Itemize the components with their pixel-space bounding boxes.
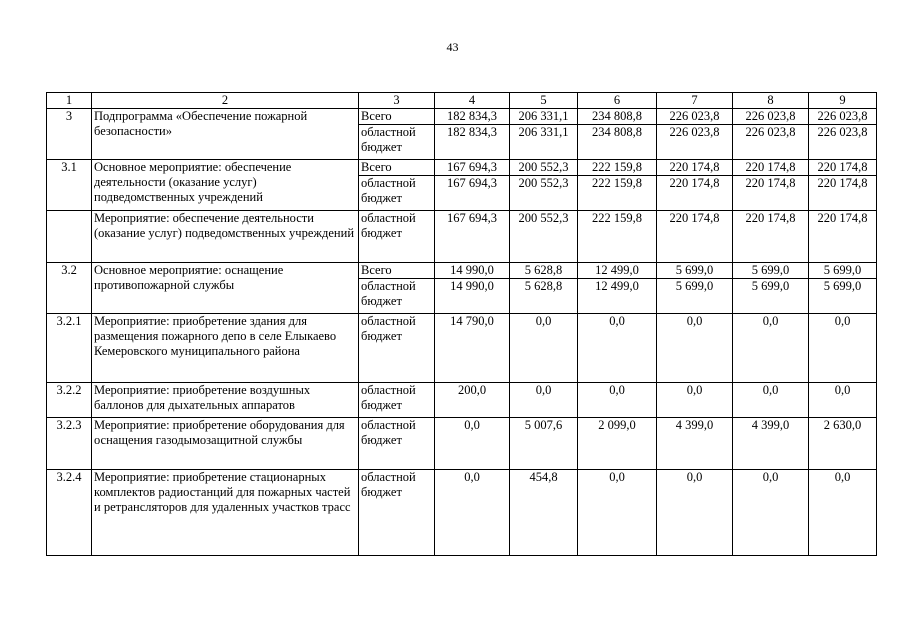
page-number: 43: [446, 40, 459, 54]
year-amount: 2 099,0: [578, 418, 657, 470]
year-amount: 0,0: [657, 383, 733, 418]
year-amount: 14 990,0: [435, 263, 510, 279]
year-amount: 220 174,8: [733, 211, 809, 263]
column-header: 4: [435, 93, 510, 109]
year-amount: 4 399,0: [657, 418, 733, 470]
year-amount: 0,0: [809, 314, 877, 383]
year-amount: 0,0: [657, 470, 733, 556]
year-amount: 0,0: [510, 383, 578, 418]
column-header: 3: [359, 93, 435, 109]
year-amount: 222 159,8: [578, 160, 657, 176]
year-amount: 5 007,6: [510, 418, 578, 470]
year-amount: 220 174,8: [809, 211, 877, 263]
year-amount: 2 630,0: [809, 418, 877, 470]
row-number: 3.2.3: [47, 418, 92, 470]
funding-source: Всего: [359, 109, 435, 125]
year-amount: 226 023,8: [809, 109, 877, 125]
column-header: 5: [510, 93, 578, 109]
year-amount: 226 023,8: [733, 125, 809, 160]
row-number: 3.2.1: [47, 314, 92, 383]
year-amount: 220 174,8: [657, 211, 733, 263]
year-amount: 0,0: [809, 383, 877, 418]
funding-source: областной бюджет: [359, 418, 435, 470]
year-amount: 220 174,8: [809, 176, 877, 211]
year-amount: 220 174,8: [733, 160, 809, 176]
year-amount: 5 699,0: [657, 263, 733, 279]
year-amount: 0,0: [578, 470, 657, 556]
activity-name: Мероприятие: обеспечение деятельности (оказание услуг) подведомственных учреждений: [92, 211, 359, 263]
year-amount: 226 023,8: [733, 109, 809, 125]
year-amount: 0,0: [510, 314, 578, 383]
budget-table: [46, 92, 877, 556]
year-amount: 0,0: [435, 418, 510, 470]
table-row: [47, 383, 877, 418]
year-amount: 4 399,0: [733, 418, 809, 470]
year-amount: 5 628,8: [510, 279, 578, 314]
year-amount: 5 628,8: [510, 263, 578, 279]
funding-source: областной бюджет: [359, 211, 435, 263]
year-amount: 5 699,0: [809, 263, 877, 279]
table-row: [47, 109, 877, 125]
row-number: 3.2: [47, 263, 92, 314]
year-amount: 454,8: [510, 470, 578, 556]
year-amount: 220 174,8: [809, 160, 877, 176]
year-amount: 200 552,3: [510, 160, 578, 176]
header-row: [47, 93, 877, 109]
table-row: [47, 470, 877, 556]
year-amount: 222 159,8: [578, 211, 657, 263]
year-amount: 0,0: [733, 470, 809, 556]
year-amount: 220 174,8: [657, 160, 733, 176]
table-row: [47, 263, 877, 279]
table-body: [47, 109, 877, 556]
year-amount: 0,0: [733, 314, 809, 383]
column-header: 7: [657, 93, 733, 109]
funding-source: областной бюджет: [359, 125, 435, 160]
year-amount: 234 808,8: [578, 125, 657, 160]
funding-source: областной бюджет: [359, 314, 435, 383]
year-amount: 226 023,8: [809, 125, 877, 160]
row-number: 3.2.2: [47, 383, 92, 418]
year-amount: 234 808,8: [578, 109, 657, 125]
year-amount: 12 499,0: [578, 263, 657, 279]
funding-source: Всего: [359, 263, 435, 279]
year-amount: 200 552,3: [510, 176, 578, 211]
activity-name: Мероприятие: приобретение здания для размещения пожарного депо в селе Елыкаево Кемеровского муниципального района: [92, 314, 359, 383]
year-amount: 5 699,0: [809, 279, 877, 314]
year-amount: 14 790,0: [435, 314, 510, 383]
column-header: 2: [92, 93, 359, 109]
activity-name: Подпрограмма «Обеспечение пожарной безопасности»: [92, 109, 359, 160]
activity-name: Мероприятие: приобретение воздушных баллонов для дыхательных аппаратов: [92, 383, 359, 418]
year-amount: 206 331,1: [510, 109, 578, 125]
year-amount: 220 174,8: [657, 176, 733, 211]
year-amount: 0,0: [435, 470, 510, 556]
funding-source: областной бюджет: [359, 383, 435, 418]
year-amount: 226 023,8: [657, 125, 733, 160]
table-row: [47, 160, 877, 176]
funding-source: Всего: [359, 160, 435, 176]
year-amount: 14 990,0: [435, 279, 510, 314]
year-amount: 206 331,1: [510, 125, 578, 160]
table-row: [47, 418, 877, 470]
year-amount: 0,0: [809, 470, 877, 556]
table-row: [47, 211, 877, 263]
row-number: 3.2.4: [47, 470, 92, 556]
funding-source: областной бюджет: [359, 176, 435, 211]
row-number: 3: [47, 109, 92, 160]
year-amount: 0,0: [578, 383, 657, 418]
year-amount: 12 499,0: [578, 279, 657, 314]
year-amount: 200 552,3: [510, 211, 578, 263]
year-amount: 220 174,8: [733, 176, 809, 211]
year-amount: 0,0: [733, 383, 809, 418]
column-header: 6: [578, 93, 657, 109]
activity-name: Основное мероприятие: оснащение противопожарной службы: [92, 263, 359, 314]
year-amount: 182 834,3: [435, 109, 510, 125]
year-amount: 0,0: [578, 314, 657, 383]
year-amount: 167 694,3: [435, 176, 510, 211]
activity-name: Мероприятие: приобретение стационарных комплектов радиостанций для пожарных частей и ретрансляторов для удаленных участков трасс: [92, 470, 359, 556]
year-amount: 5 699,0: [733, 263, 809, 279]
column-header: 1: [47, 93, 92, 109]
row-number: 3.1: [47, 160, 92, 211]
year-amount: 5 699,0: [733, 279, 809, 314]
year-amount: 167 694,3: [435, 160, 510, 176]
activity-name: Мероприятие: приобретение оборудования для оснащения газодымозащитной службы: [92, 418, 359, 470]
activity-name: Основное мероприятие: обеспечение деятельности (оказание услуг) подведомственных учреждений: [92, 160, 359, 211]
column-header: 8: [733, 93, 809, 109]
year-amount: 0,0: [657, 314, 733, 383]
year-amount: 200,0: [435, 383, 510, 418]
column-header: 9: [809, 93, 877, 109]
row-number: [47, 211, 92, 263]
funding-source: областной бюджет: [359, 279, 435, 314]
year-amount: 222 159,8: [578, 176, 657, 211]
year-amount: 226 023,8: [657, 109, 733, 125]
year-amount: 167 694,3: [435, 211, 510, 263]
year-amount: 5 699,0: [657, 279, 733, 314]
table-row: [47, 314, 877, 383]
funding-source: областной бюджет: [359, 470, 435, 556]
year-amount: 182 834,3: [435, 125, 510, 160]
